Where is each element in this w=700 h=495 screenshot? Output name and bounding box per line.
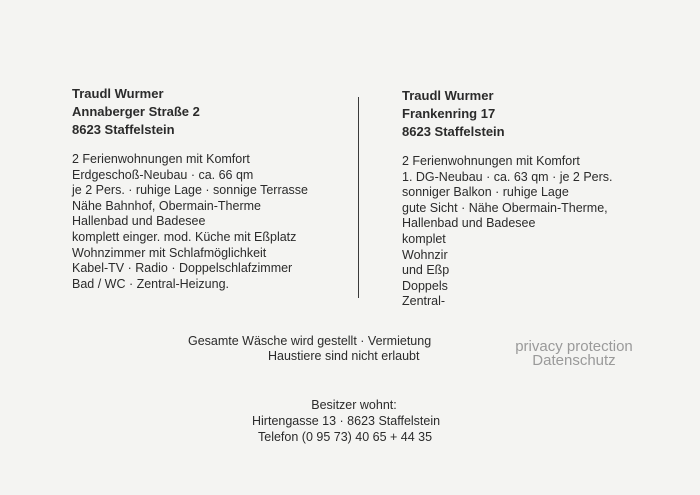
right-name: Traudl Wurmer (402, 88, 494, 103)
right-line: Wohnzir (402, 247, 448, 262)
watermark-line-1: privacy protection (515, 338, 633, 355)
right-line: sonniger Balkon · ruhige Lage (402, 185, 569, 200)
left-line: Erdgeschoß-Neubau · ca. 66 qm (72, 167, 254, 182)
owner-address: Hirtengasse 13 · 8623 Staffelstein (252, 414, 441, 428)
left-line: Nähe Bahnhof, Obermain-Therme (72, 198, 261, 213)
right-line: 2 Ferienwohnungen mit Komfort (402, 154, 580, 168)
left-line: Kabel-TV · Radio · Doppelschlafzimmer (72, 261, 293, 276)
left-line: je 2 Pers. · ruhige Lage · sonnige Terrasse (72, 183, 309, 198)
owner-phone: Telefon (0 95 73) 40 65 + 44 35 (258, 430, 433, 444)
right-city: 8623 Staffelstein (402, 124, 505, 139)
left-description (72, 152, 347, 292)
pets-note: Haustiere sind nicht erlaubt (268, 349, 420, 363)
right-line: komplet (402, 231, 446, 246)
column-divider (358, 97, 359, 298)
left-city: 8623 Staffelstein (72, 122, 175, 137)
right-address (402, 87, 647, 141)
privacy-watermark (490, 340, 658, 368)
right-street: Frankenring 17 (402, 106, 496, 121)
left-line: Hallenbad und Badesee (72, 214, 206, 229)
owner-heading: Besitzer wohnt: (311, 398, 397, 412)
right-listing (402, 87, 647, 310)
right-line: Zentral- (402, 294, 446, 309)
right-description (402, 154, 647, 310)
right-line: gute Sicht · Nähe Obermain-Therme, (402, 200, 608, 215)
left-street: Annaberger Straße 2 (72, 104, 200, 119)
left-name: Traudl Wurmer (72, 86, 164, 101)
right-line: 1. DG-Neubau · ca. 63 qm · je 2 Pers. (402, 169, 613, 184)
right-line: Hallenbad und Badesee (402, 216, 536, 231)
owner-contact (252, 397, 450, 445)
left-line: Bad / WC · Zentral-Heizung. (72, 276, 229, 291)
left-line: komplett einger. mod. Küche mit Eßplatz (72, 229, 297, 244)
left-line: Wohnzimmer mit Schlafmöglichkeit (72, 245, 267, 260)
laundry-note: Gesamte Wäsche wird gestellt · Vermietung (188, 334, 432, 348)
watermark-line-2: Datenschutz (532, 352, 616, 369)
left-address (72, 85, 347, 139)
left-line: 2 Ferienwohnungen mit Komfort (72, 152, 250, 166)
left-listing (72, 85, 347, 292)
right-line: und Eßp (402, 263, 450, 278)
right-line: Doppels (402, 278, 448, 293)
